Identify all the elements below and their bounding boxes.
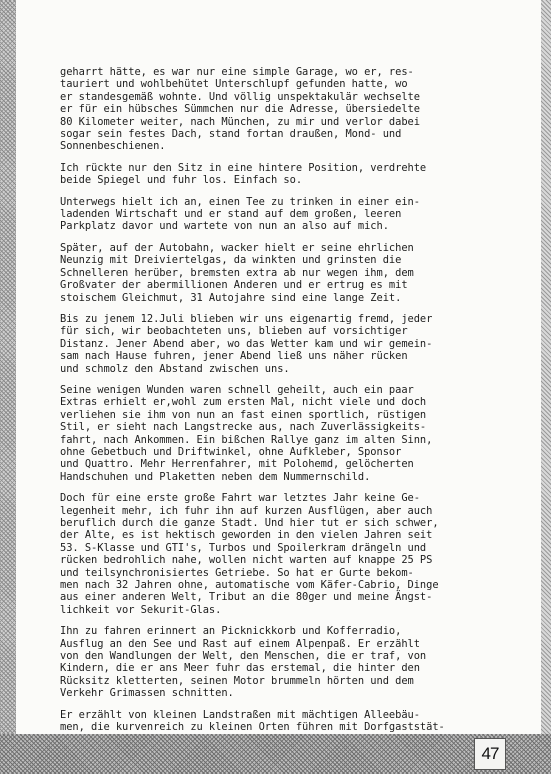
text-line: Distanz. Jener Abend aber, wo das Wetter kam und wir gemein- [60,337,433,350]
text-line: Neunzig mit Dreiviertelgas, da winkten und grinsten die [60,254,402,267]
text-line: 80 Kilometer weiter, nach München, zu mir und verlor dabei [60,115,420,128]
text-line: beide Spiegel und fuhr los. Einfach so. [60,174,303,187]
text-line: von den Wandlungen der Welt, den Menschen, die er traf, von [60,650,427,663]
text-line: sogar sein festes Dach, stand fortan draußen, Mond- und [60,128,402,141]
text-line: sam nach Hause fuhren, jener Abend ließ uns näher rücken [60,350,408,363]
text-line: rücken bedrohlich nahe, wollen nicht warten auf knappe 25 PS [60,554,433,567]
text-line: und schmolz den Abstand zwischen uns. [60,362,290,375]
text-line: aus einer anderen Welt, Tribut an die 80ger und meine Ängst- [60,591,433,604]
paragraph [60,66,492,153]
text-line: ladenden Wirtschaft und er stand auf dem großen, leeren [60,208,402,221]
text-line: Stil, er sieht nach Langstrecke aus, nach Zuverlässigkeits- [60,421,427,434]
paragraph [60,384,492,483]
text-line: verliehen sie ihm von nun an fast einen sportlich, rüstigen [60,408,427,421]
text-line: Schnelleren herüber, bremsten extra ab nur wegen ihm, dem [60,266,414,279]
text-line: Unterwegs hielt ich an, einen Tee zu trinken in einer ein- [60,195,420,208]
text-line: Extras erhielt er,wohl zum ersten Mal, nicht viele und doch [60,396,427,409]
text-line: legenheit mehr, ich fuhr ihn auf kurzen Ausflügen, aber auch [60,504,433,517]
text-line: stoischem Gleichmut, 31 Autojahre sind eine lange Zeit. [60,291,402,304]
text-line: Ihn zu fahren erinnert an Picknickkorb und Kofferradio, [60,625,402,638]
text-line: Seine wenigen Wunden waren schnell geheilt, auch ein paar [60,383,414,396]
text-line: lichkeit vor Sekurit-Glas. [60,603,222,616]
text-line: Verkehr Grimassen schnitten. [60,687,234,700]
paragraph [60,162,492,187]
text-line: men nach 32 Jahren ohne, automatische vom Käfer-Cabrio, Dinge [60,579,439,592]
text-line: für sich, wir beobachteten uns, blieben auf vorsichtiger [60,325,408,338]
text-line: Später, auf der Autobahn, wacker hielt er seine ehrlichen [60,241,414,254]
text-line: Großvater der abermillionen Anderen und er ertrug es mit [60,279,408,292]
text-line: und teilsynchronisiertes Getriebe. So hat er Gurte bekom- [60,566,414,579]
body-text [60,66,492,774]
paragraph [60,242,492,304]
paragraph [60,196,492,233]
paragraph [60,492,492,616]
text-line: Bis zu jenem 12.Juli blieben wir uns eigenartig fremd, jeder [60,312,433,325]
text-line: der Alte, es ist hektisch geworden in den vielen Jahren seit [60,529,433,542]
text-line: beruflich durch die ganze Stadt. Und hier tut er sich schwer, [60,517,439,529]
right-halftone-margin [541,0,551,734]
paragraph [60,313,492,375]
text-line: Rücksitz kletterten, seinen Motor brummeln hörten und dem [60,674,414,687]
text-line: ohne Gebetbuch und Driftwinkel, ohne Aufkleber, Sponsor [60,445,402,458]
footer-halftone-band [0,734,551,774]
left-halftone-margin [0,0,16,734]
text-line: Ich rückte nur den Sitz in eine hintere Position, verdrehte [60,161,427,174]
paragraph [60,625,492,699]
text-line: fahrt, nach Ankommen. Ein bißchen Rallye ganz im alten Sinn, [60,433,433,446]
text-line: tauriert und wohlbehütet Unterschlupf gefunden hatte, wo [60,78,408,91]
text-line: men, die kurvenreich zu kleinen Orten führen mit Dorfgaststät- [60,721,445,734]
text-line: geharrt hätte, es war nur eine simple Garage, wo er, res- [60,66,414,78]
text-line: er standesgemäß wohnte. Und völlig unspektakulär wechselte [60,90,420,103]
text-line: Sonnenbeschienen. [60,140,166,153]
text-line: Ausflug an den See und Rast auf einem Alpenpaß. Er erzählt [60,637,420,650]
text-line: Er erzählt von kleinen Landstraßen mit mächtigen Alleebäu- [60,708,420,721]
text-line: Kindern, die er ans Meer fuhr das erstemal, die hinter den [60,662,420,675]
text-line: Parkplatz davor und wartete von nun an also auf mich. [60,220,389,233]
text-line: 53. S-Klasse und GTI's, Turbos und Spoilerkram drängeln und [60,541,427,554]
page-number: 47 [474,738,506,770]
text-line: er für ein hübsches Sümmchen nur die Adresse, übersiedelte [60,103,420,116]
text-line: und Quattro. Mehr Herrenfahrer, mit Polohemd, gelöcherten [60,458,414,471]
text-line: Handschuhen und Plaketten neben dem Nummernschild. [60,470,371,483]
text-line: Doch für eine erste große Fahrt war letztes Jahr keine Ge- [60,492,420,505]
